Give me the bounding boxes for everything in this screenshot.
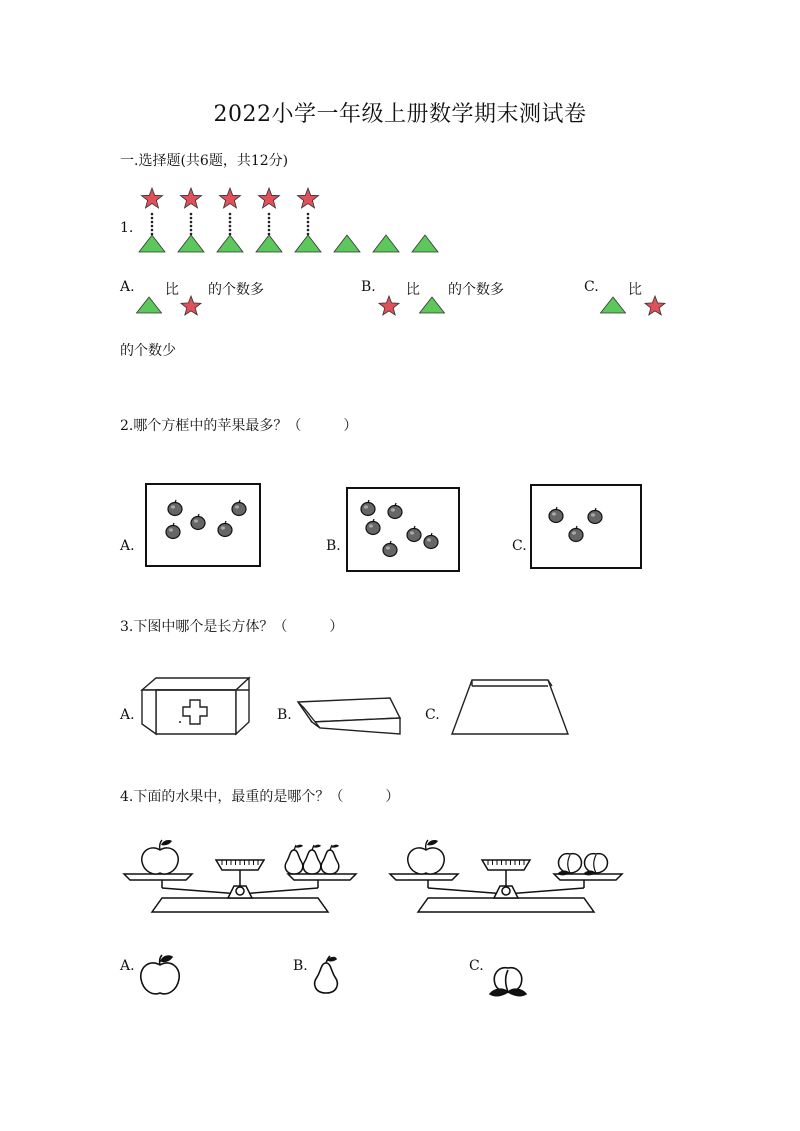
star-icon — [181, 188, 202, 208]
scale-pan-right — [288, 874, 356, 880]
triangle-icon — [217, 235, 243, 252]
q1-triangles-row — [139, 235, 438, 252]
triangle-icon — [334, 235, 360, 252]
q2-box-c[interactable] — [530, 484, 642, 569]
q1-number: 1. — [120, 220, 134, 236]
dotted-link-dot — [229, 225, 232, 228]
peach-icon[interactable] — [487, 964, 529, 998]
q1-option-a-word: 比 — [165, 282, 179, 298]
star-icon — [180, 295, 202, 317]
triangle-icon — [600, 296, 626, 314]
triangle-icon — [419, 296, 445, 314]
triangle-icon — [256, 235, 282, 252]
q1-option-a-letter[interactable]: A. — [120, 279, 135, 295]
dotted-link-dot — [307, 213, 310, 216]
page-title: 2022小学一年级上册数学期末测试卷 — [213, 102, 587, 127]
dotted-link-dot — [190, 217, 193, 220]
scale-pan-left — [390, 874, 458, 880]
q2-text: 2.哪个方框中的苹果最多？（ ） — [120, 418, 358, 434]
q2-option-a-letter[interactable]: A. — [120, 538, 135, 554]
q3-text: 3.下图中哪个是长方体？（ ） — [120, 619, 344, 635]
slanted-slab-icon[interactable] — [296, 694, 402, 738]
triangle-icon — [373, 235, 399, 252]
star-icon — [142, 188, 163, 208]
dotted-link-dot — [151, 229, 154, 232]
dotted-link-dot — [307, 221, 310, 224]
scale-pan-left — [124, 874, 192, 880]
q1-figure — [130, 185, 450, 260]
apple-icon — [142, 840, 179, 874]
triangle-icon — [295, 235, 321, 252]
dotted-link-dot — [307, 225, 310, 228]
triangle-icon — [178, 235, 204, 252]
q2-box-a[interactable] — [145, 483, 261, 567]
apple-icon — [408, 840, 445, 874]
dotted-link-dot — [151, 221, 154, 224]
triangle-icon — [139, 235, 165, 252]
dotted-link-dot — [268, 225, 271, 228]
q1-option-c-suffix: 的个数少 — [120, 343, 176, 359]
scale-base — [418, 898, 594, 912]
dotted-link-dot — [190, 213, 193, 216]
q2-box-b[interactable] — [346, 487, 460, 572]
dotted-link-dot — [151, 225, 154, 228]
q1-option-b-word: 比 — [406, 282, 420, 298]
dotted-link-dot — [229, 213, 232, 216]
q4-option-b-letter[interactable]: B. — [293, 958, 308, 974]
balance-scale-1 — [122, 836, 358, 916]
dotted-link-dot — [229, 229, 232, 232]
triangle-icon — [136, 296, 162, 314]
pear-icon — [285, 845, 303, 874]
apple-icon[interactable] — [137, 953, 183, 997]
q2-option-b-letter[interactable]: B. — [326, 538, 341, 554]
dotted-link-dot — [268, 213, 271, 216]
q3-option-b-letter[interactable]: B. — [277, 707, 292, 723]
balance-scale-2 — [388, 836, 624, 916]
q1-option-c-word: 比 — [628, 282, 642, 298]
section-heading: 一.选择题(共6题，共12分) — [120, 153, 289, 169]
pear-icon[interactable] — [309, 955, 343, 995]
q4-option-a-letter[interactable]: A. — [120, 958, 135, 974]
dotted-link-dot — [190, 225, 193, 228]
dotted-link-dot — [151, 213, 154, 216]
dotted-link-dot — [229, 217, 232, 220]
dotted-link-dot — [151, 217, 154, 220]
q2-option-c-letter[interactable]: C. — [512, 538, 527, 554]
trapezoid-block-icon[interactable] — [448, 676, 574, 738]
triangle-icon — [412, 235, 438, 252]
star-icon — [644, 295, 666, 317]
q3-option-a-letter[interactable]: A. — [120, 707, 135, 723]
star-icon — [220, 188, 241, 208]
pear-icon — [321, 845, 339, 874]
q1-option-b-letter[interactable]: B. — [361, 279, 376, 295]
star-icon — [259, 188, 280, 208]
peach-icon — [583, 854, 607, 876]
dotted-link-dot — [268, 221, 271, 224]
star-icon — [378, 295, 400, 317]
q4-text: 4.下面的水果中，最重的是哪个？（ ） — [120, 789, 400, 805]
q1-option-c-letter[interactable]: C. — [584, 279, 599, 295]
q1-stars-row — [142, 188, 319, 208]
dotted-link-dot — [307, 229, 310, 232]
q1-option-a-suffix: 的个数多 — [208, 282, 264, 298]
pear-icon — [303, 845, 321, 874]
dotted-link-dot — [229, 221, 232, 224]
star-icon — [298, 188, 319, 208]
dotted-link-dot — [268, 229, 271, 232]
dotted-link-dot — [307, 217, 310, 220]
first-aid-box-icon[interactable] — [140, 676, 252, 738]
dotted-link-dot — [268, 217, 271, 220]
scale-base — [152, 898, 328, 912]
q1-dotted-links — [151, 213, 310, 236]
q1-option-b-suffix: 的个数多 — [448, 282, 504, 298]
q3-option-c-letter[interactable]: C. — [425, 707, 440, 723]
peach-icon — [557, 854, 581, 876]
dotted-link-dot — [190, 229, 193, 232]
dotted-link-dot — [190, 221, 193, 224]
q4-option-c-letter[interactable]: C. — [469, 958, 484, 974]
